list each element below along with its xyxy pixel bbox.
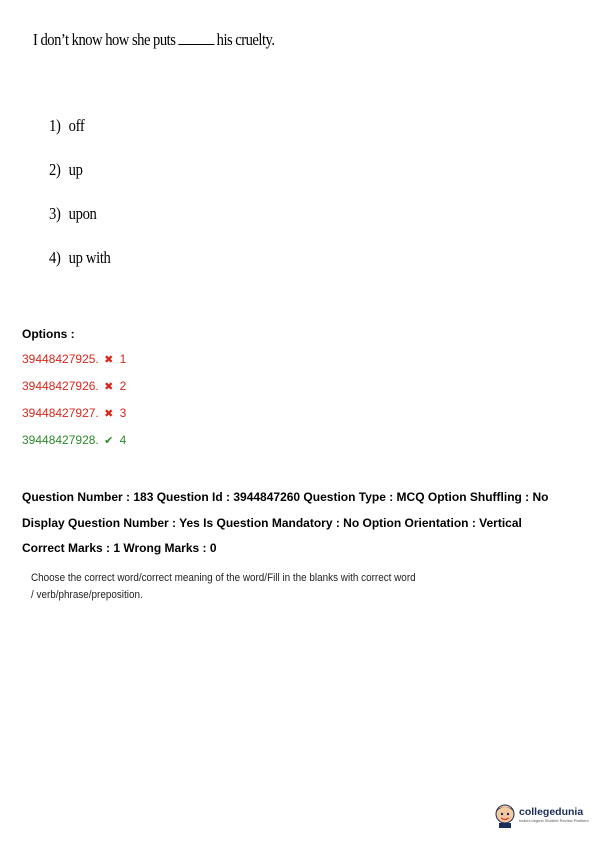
option-row <box>22 352 126 379</box>
question-text <box>33 30 274 50</box>
choice-number: 2) <box>49 160 61 179</box>
options-heading: Options : <box>22 327 75 341</box>
option-label: 4 <box>119 433 127 447</box>
option-id: 39448427928. <box>22 433 99 447</box>
fill-in-blank <box>178 31 214 45</box>
choice-number: 4) <box>49 248 61 267</box>
question-instruction: Choose the correct word/correct meaning of the word/Fill in the blanks with correct word / verb/phrase/preposition. <box>31 572 416 601</box>
choice-text: up <box>68 160 83 179</box>
option-label: 2 <box>119 379 127 393</box>
option-label: 1 <box>119 352 127 366</box>
options-list <box>22 352 126 460</box>
checkmark-icon: ✔ <box>104 435 114 447</box>
option-row <box>22 406 126 433</box>
collegedunia-logo <box>494 802 589 828</box>
choice-4 <box>49 248 111 292</box>
metadata-line-1: Question Number : 183 Question Id : 3944847260 Question Type : MCQ Option Shuffling : No <box>22 490 549 504</box>
logo-text <box>519 807 589 823</box>
logo-tagline: India's largest Student Review Platform <box>519 818 589 823</box>
choice-text: upon <box>68 204 97 223</box>
choice-1 <box>49 116 111 160</box>
option-id: 39448427927. <box>22 406 99 420</box>
answer-choices <box>49 116 121 292</box>
question-text-after-blank: his cruelty. <box>216 30 275 49</box>
option-id: 39448427926. <box>22 379 99 393</box>
option-label: 3 <box>119 406 127 420</box>
cross-icon: ✖ <box>104 381 114 393</box>
option-id: 39448427925. <box>22 352 99 366</box>
mascot-icon <box>494 802 516 828</box>
choice-text: up with <box>68 248 111 267</box>
choice-number: 3) <box>49 204 61 223</box>
metadata-line-3: Correct Marks : 1 Wrong Marks : 0 <box>22 541 217 555</box>
choice-2 <box>49 160 111 204</box>
metadata-line-2: Display Question Number : Yes Is Question Mandatory : No Option Orientation : Vertical <box>22 515 522 530</box>
choice-3 <box>49 204 111 248</box>
cross-icon: ✖ <box>104 408 114 420</box>
option-row-correct <box>22 433 126 460</box>
choice-text: off <box>68 116 85 135</box>
option-row <box>22 379 126 406</box>
choice-number: 1) <box>49 116 61 135</box>
question-metadata <box>22 490 549 567</box>
logo-name: collegedunia <box>519 806 584 818</box>
cross-icon: ✖ <box>104 354 114 366</box>
question-text-before-blank: I don’t know how she puts <box>33 30 176 49</box>
